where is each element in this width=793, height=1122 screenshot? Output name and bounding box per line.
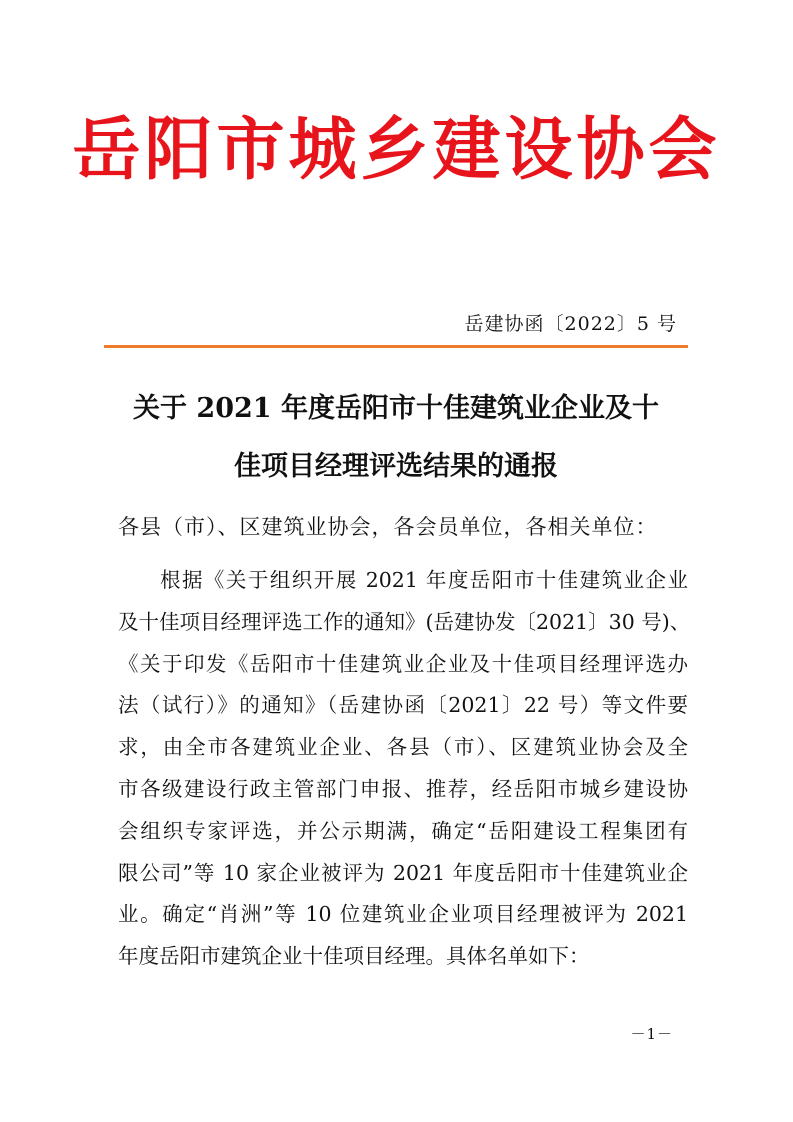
body-line: 根据《关于组织开展 2021 年度岳阳市十佳建筑业企业 [160, 568, 688, 592]
page-number: －1－ [630, 1025, 673, 1043]
body-line: 会组织专家评选，并公示期满，确定“岳阳建设工程集团有 [118, 818, 688, 843]
document-number: 岳建协函〔2022〕5 号 [464, 313, 677, 335]
body-line: 求，由全市各建筑业企业、各县（市）、区建筑业协会及全 [118, 735, 688, 760]
body-line: 年度岳阳市建筑企业十佳项目经理。具体名单如下： [118, 944, 590, 969]
body-line: 法（试行）》的通知》（岳建协函〔2021〕22 号）等文件要 [118, 693, 688, 718]
title-line-2: 佳项目经理评选结果的通报 [234, 451, 558, 482]
header-divider [104, 345, 688, 348]
body-paragraph [118, 560, 691, 978]
body-line: 业。确定“肖洲”等 10 位建筑业企业项目经理被评为 2021 [118, 902, 688, 927]
body-line: 市各级建设行政主管部门申报、推荐，经岳阳市城乡建设协 [118, 776, 688, 801]
body-line: 及十佳项目经理评选工作的通知》(岳建协发〔2021〕30 号)、 [118, 609, 691, 634]
title-line-1: 关于 2021 年度岳阳市十佳建筑业企业及十 [133, 393, 659, 424]
body-line: 《关于印发《岳阳市十佳建筑业企业及十佳项目经理评选办 [118, 651, 688, 676]
salutation: 各县（市）、区建筑业协会，各会员单位，各相关单位： [118, 515, 658, 539]
body-line: 限公司”等 10 家企业被评为 2021 年度岳阳市十佳建筑业企 [118, 860, 688, 885]
document-title [104, 380, 688, 496]
masthead-org-name: 岳阳市城乡建设协会 [72, 110, 721, 190]
